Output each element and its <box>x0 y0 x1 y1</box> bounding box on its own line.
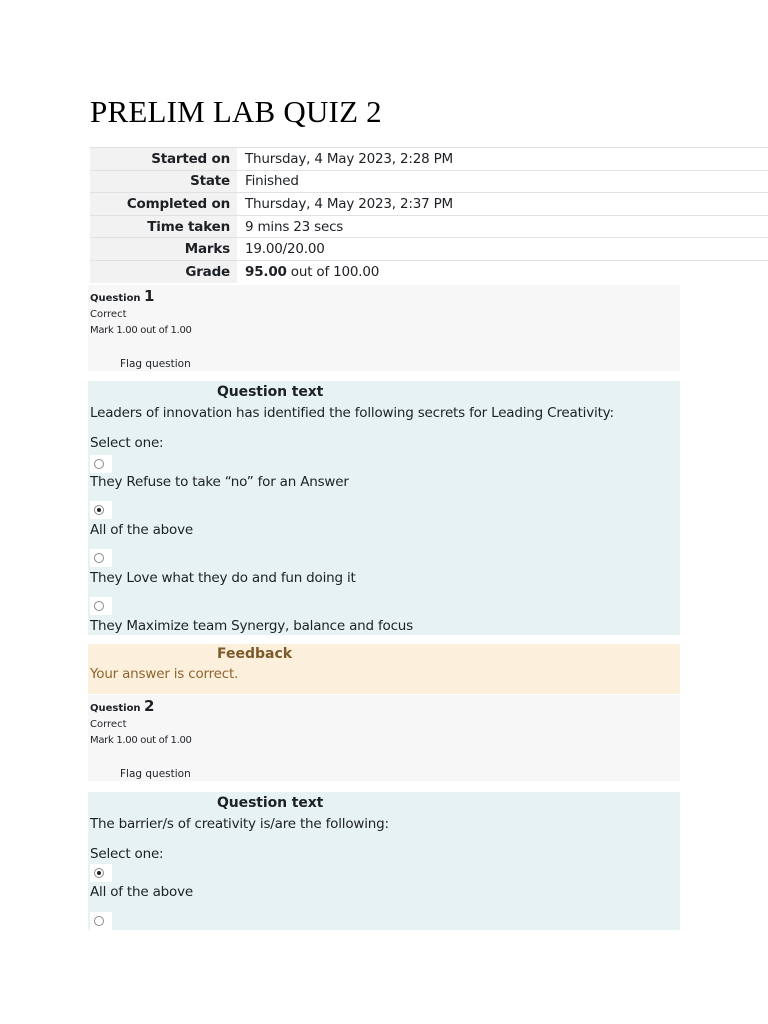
question-number-value: 1 <box>144 287 155 305</box>
question-text-heading: Question text <box>217 384 324 400</box>
summary-row-started-on <box>90 148 768 171</box>
question-number <box>90 697 154 715</box>
feedback-text: Your answer is correct. <box>90 666 239 682</box>
question-number-value: 2 <box>144 697 155 715</box>
summary-label: Started on <box>90 148 237 171</box>
flag-question-link[interactable]: Flag question <box>120 768 191 780</box>
summary-value: Finished <box>237 170 768 193</box>
question-state: Correct <box>90 719 127 730</box>
answer-option[interactable]: All of the above <box>90 884 193 900</box>
answer-radio-selected[interactable] <box>90 501 112 519</box>
select-one-prompt: Select one: <box>90 846 164 862</box>
summary-row-time-taken <box>90 215 768 238</box>
question-number <box>90 287 154 305</box>
answer-radio[interactable] <box>90 912 112 930</box>
answer-radio-selected[interactable] <box>90 864 112 882</box>
radio-dot-icon <box>94 459 104 469</box>
summary-label: Completed on <box>90 193 237 216</box>
question-grade: Mark 1.00 out of 1.00 <box>90 735 192 746</box>
summary-row-grade <box>90 260 768 282</box>
answer-option[interactable]: They Love what they do and fun doing it <box>90 570 356 586</box>
radio-dot-icon <box>94 553 104 563</box>
summary-value: 19.00/20.00 <box>237 238 768 261</box>
select-one-prompt: Select one: <box>90 435 164 451</box>
answer-radio[interactable] <box>90 549 112 567</box>
answer-radio[interactable] <box>90 455 112 473</box>
question-2-formulation <box>88 792 680 930</box>
question-1-formulation <box>88 381 680 635</box>
question-text-heading: Question text <box>217 795 324 811</box>
question-1-feedback <box>88 644 680 694</box>
radio-dot-icon <box>94 916 104 926</box>
flag-question-link[interactable]: Flag question <box>120 358 191 370</box>
answer-radio[interactable] <box>90 597 112 615</box>
question-label: Question <box>90 293 141 304</box>
feedback-heading: Feedback <box>217 646 293 662</box>
page-title: PRELIM LAB QUIZ 2 <box>90 94 382 129</box>
question-label: Question <box>90 703 141 714</box>
summary-value: Thursday, 4 May 2023, 2:37 PM <box>237 193 768 216</box>
radio-dot-icon <box>94 505 104 515</box>
question-grade: Mark 1.00 out of 1.00 <box>90 325 192 336</box>
answer-option[interactable]: They Maximize team Synergy, balance and focus <box>90 618 413 634</box>
summary-value: Thursday, 4 May 2023, 2:28 PM <box>237 148 768 171</box>
question-text: Leaders of innovation has identified the following secrets for Leading Creativity: <box>90 405 614 421</box>
summary-row-state <box>90 170 768 193</box>
summary-value <box>237 260 768 282</box>
summary-label: Marks <box>90 238 237 261</box>
answer-option[interactable]: They Refuse to take “no” for an Answer <box>90 474 349 490</box>
grade-score: 95.00 <box>245 263 287 280</box>
radio-dot-icon <box>94 868 104 878</box>
question-state: Correct <box>90 309 127 320</box>
summary-row-marks <box>90 238 768 261</box>
question-text: The barrier/s of creativity is/are the following: <box>90 816 389 832</box>
summary-value: 9 mins 23 secs <box>237 215 768 238</box>
grade-max: out of 100.00 <box>290 263 380 280</box>
answer-option[interactable]: All of the above <box>90 522 193 538</box>
summary-label: Time taken <box>90 215 237 238</box>
radio-dot-icon <box>94 601 104 611</box>
question-2-info <box>88 695 680 781</box>
summary-label: State <box>90 170 237 193</box>
summary-label: Grade <box>90 260 237 282</box>
question-1-info <box>88 285 680 371</box>
attempt-summary-table <box>90 147 768 283</box>
summary-row-completed-on <box>90 193 768 216</box>
